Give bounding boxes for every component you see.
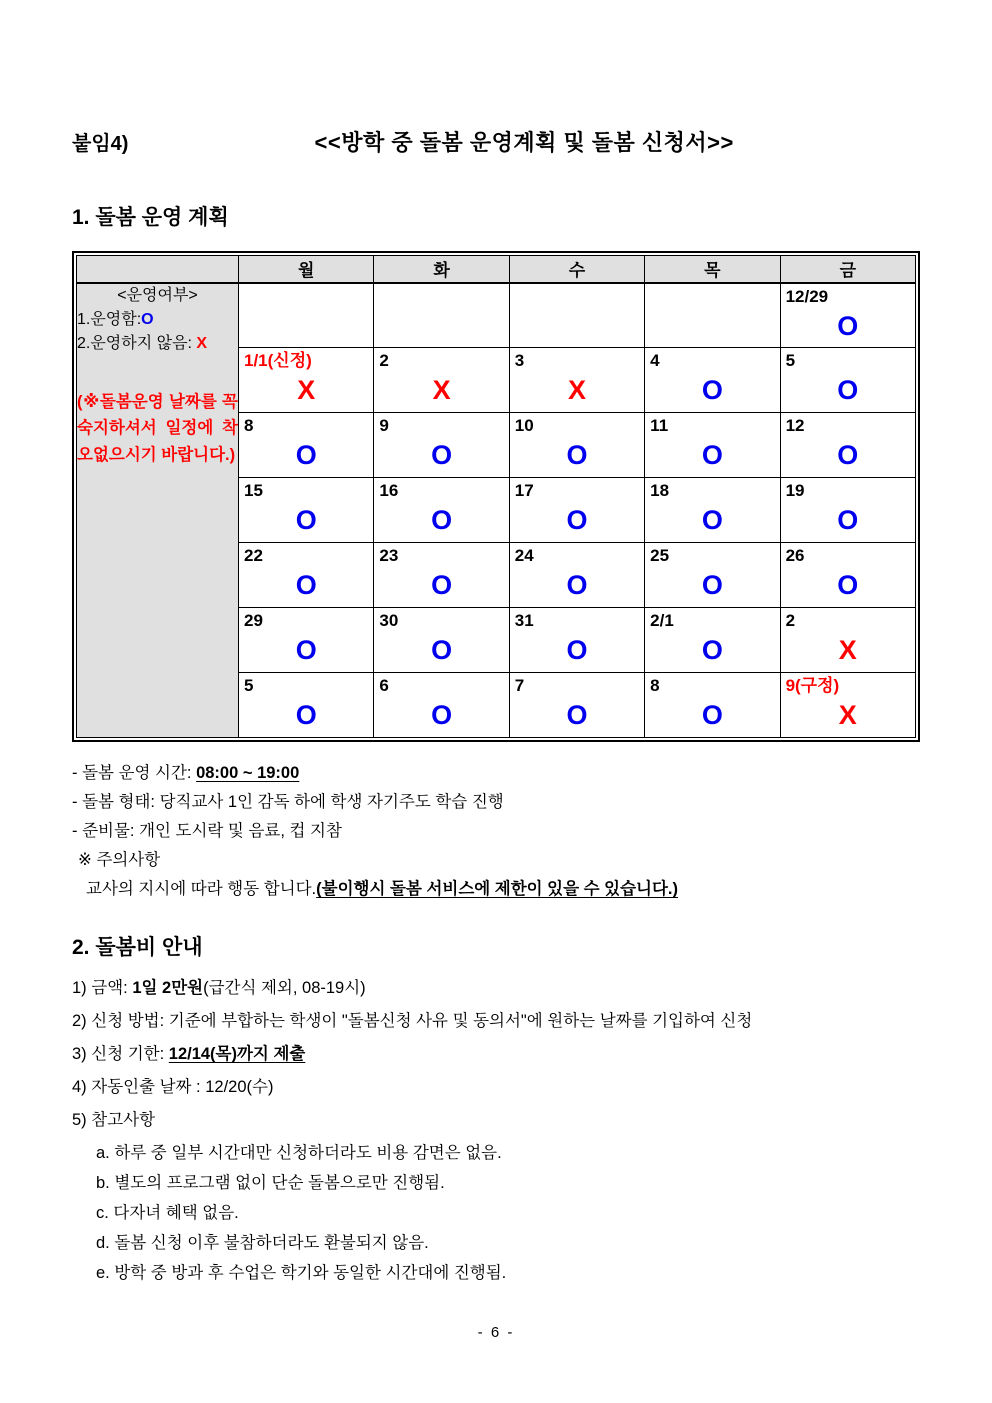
no-operate-mark: X: [567, 375, 586, 405]
calendar-date: [645, 284, 779, 308]
day-header-wed: 수: [509, 256, 644, 283]
operate-mark: O: [566, 570, 588, 600]
calendar-day-cell: [374, 478, 509, 543]
no-operate-mark: X: [838, 700, 857, 730]
legend-no-operate-label: 2.운영하지 않음:: [77, 335, 197, 353]
day-header-mon: 월: [239, 256, 374, 283]
remark-a: a. 하루 중 일부 시간대만 신청하더라도 비용 감면은 없음.: [96, 1144, 502, 1162]
document-title: <<방학 중 돌봄 운영계획 및 돌봄 신청서>>: [314, 130, 734, 155]
care-calendar: [72, 251, 920, 742]
calendar-date: 31: [514, 611, 534, 630]
operate-mark: O: [701, 635, 723, 665]
calendar-day-cell: [780, 348, 915, 413]
operate-mark: O: [431, 505, 453, 535]
day-header-fri: 금: [780, 256, 915, 283]
operate-mark: O: [837, 310, 859, 341]
calendar-date: 26: [785, 546, 805, 565]
legend-operate-label: 1.운영함:: [77, 310, 142, 328]
fee-info-list: [72, 972, 920, 1137]
calendar-day-cell: [780, 608, 915, 673]
calendar-date: 8: [650, 676, 660, 695]
calendar-date: [374, 284, 508, 308]
calendar-date: 5: [785, 351, 796, 370]
calendar-day-cell: [239, 673, 374, 738]
calendar-date: 12: [785, 416, 805, 435]
calendar-day-cell: [645, 413, 780, 478]
empty-mark: [374, 308, 508, 346]
calendar-corner-cell: [77, 256, 239, 283]
operate-mark: O: [295, 505, 317, 535]
operate-mark: O: [837, 570, 859, 600]
day-header-tue: 화: [374, 256, 509, 283]
remark-e: e. 방학 중 방과 후 수업은 학기와 동일한 시간대에 진행됨.: [96, 1264, 507, 1282]
calendar-date: 22: [244, 546, 263, 565]
note-hours-label: - 돌봄 운영 시간:: [72, 764, 197, 782]
calendar-day-cell: [645, 543, 780, 608]
calendar-day-cell: [780, 543, 915, 608]
fee-item-deadline: [72, 1038, 920, 1071]
fee-item-method: 2) 신청 방법: 기준에 부합하는 학생이 "돌봄신청 사유 및 동의서"에 원하는 날짜를 기입하여 신청: [72, 1012, 753, 1030]
fee-item-withdrawal: 4) 자동인출 날짜 : 12/20(수): [72, 1078, 274, 1096]
calendar-day-cell: [780, 283, 915, 348]
empty-mark: [645, 308, 779, 346]
operate-mark: O: [566, 635, 588, 665]
note-hours-value: 08:00 ~ 19:00: [196, 764, 300, 782]
calendar-day-cell: [645, 673, 780, 738]
calendar-date: 19: [785, 481, 805, 500]
calendar-date: 17: [514, 481, 534, 500]
calendar-week-row: [77, 283, 916, 348]
calendar-day-cell: [780, 478, 915, 543]
operation-notes: [72, 759, 920, 904]
calendar-date: 8: [244, 416, 254, 435]
note-hours: [72, 759, 920, 788]
note-type: - 돌봄 형태: 당직교사 1인 감독 하에 학생 자기주도 학습 진행: [72, 793, 504, 811]
operate-mark: O: [701, 700, 723, 730]
note-supplies: - 준비물: 개인 도시락 및 음료, 컵 지참: [72, 822, 342, 840]
note-caution: [72, 875, 920, 904]
calendar-day-cell: [645, 283, 780, 348]
operate-mark: O: [431, 440, 453, 470]
operate-mark: O: [566, 505, 588, 535]
section1-heading: 1. 돌봄 운영 계획: [72, 206, 229, 229]
no-operate-mark: X: [432, 375, 451, 405]
calendar-date: 7: [514, 676, 525, 695]
note-caution-label: ※ 주의사항: [78, 851, 161, 869]
calendar-date: 4: [650, 351, 660, 370]
calendar-date: 9(구정): [785, 676, 840, 695]
legend-operate-line: [77, 308, 238, 333]
empty-mark: [239, 308, 373, 346]
calendar-day-cell: [374, 348, 509, 413]
note-caution-bold: (불이행시 돌봄 서비스에 제한이 있을 수 있습니다.): [316, 880, 678, 898]
operate-mark: O: [701, 505, 723, 535]
remark-d: d. 돌봄 신청 이후 불참하더라도 환불되지 않음.: [96, 1234, 429, 1252]
calendar-date: 16: [379, 481, 399, 500]
calendar-date: 25: [650, 546, 670, 565]
calendar-day-cell: [239, 608, 374, 673]
calendar-day-cell: [374, 283, 509, 348]
fee-amount-suffix: (급간식 제외, 08-19시): [203, 979, 366, 997]
calendar-day-cell: [509, 543, 644, 608]
no-operate-mark: X: [297, 375, 316, 405]
attachment-label: 붙임4): [72, 133, 129, 155]
fee-amount-prefix: 1) 금액:: [72, 979, 133, 997]
no-operate-mark: X: [838, 635, 857, 665]
care-calendar-table: [76, 255, 916, 738]
calendar-day-cell: [509, 478, 644, 543]
calendar-day-cell: [374, 673, 509, 738]
document-header: [72, 0, 920, 157]
empty-mark: [510, 308, 644, 346]
calendar-date: [510, 284, 644, 308]
calendar-date: 29: [244, 611, 263, 630]
calendar-date: 18: [650, 481, 670, 500]
legend-no-operate-line: [77, 332, 238, 357]
operate-mark: O: [431, 570, 453, 600]
calendar-date: 5: [244, 676, 254, 695]
calendar-day-cell: [239, 283, 374, 348]
calendar-date: 3: [514, 351, 525, 370]
day-header-thu: 목: [645, 256, 780, 283]
operate-mark: O: [837, 440, 859, 470]
calendar-date: 9: [379, 416, 389, 435]
calendar-day-cell: [374, 608, 509, 673]
operate-mark: O: [431, 700, 453, 730]
operate-mark: O: [566, 700, 588, 730]
calendar-day-cell: [239, 413, 374, 478]
calendar-day-cell: [374, 543, 509, 608]
calendar-date: 12/29: [785, 286, 829, 306]
calendar-day-cell: [239, 543, 374, 608]
legend-title: <운영여부>: [117, 286, 198, 304]
calendar-day-cell: [509, 673, 644, 738]
calendar-date: [239, 284, 373, 308]
legend-note: (※돌봄운영 날짜를 꼭 숙지하셔서 일정에 착오없으시기 바랍니다.): [77, 393, 238, 464]
operate-mark: O: [701, 375, 723, 405]
legend-operate-mark: O: [141, 310, 154, 328]
calendar-date: 2/1: [650, 611, 674, 630]
remarks-list: [96, 1138, 920, 1288]
calendar-date: 24: [514, 546, 534, 565]
calendar-date: 2: [379, 351, 389, 370]
fee-item-amount: [72, 972, 920, 1005]
calendar-day-cell: [509, 348, 644, 413]
remark-b: b. 별도의 프로그램 없이 단순 돌봄으로만 진행됨.: [96, 1174, 445, 1192]
legend-no-operate-mark: X: [196, 335, 208, 353]
operate-mark: O: [295, 440, 317, 470]
calendar-day-cell: [509, 283, 644, 348]
calendar-day-cell: [509, 608, 644, 673]
operate-mark: O: [701, 570, 723, 600]
calendar-day-cell: [645, 608, 780, 673]
calendar-header-row: [77, 256, 916, 283]
operation-legend-cell: [77, 283, 239, 738]
calendar-day-cell: [780, 413, 915, 478]
calendar-day-cell: [374, 413, 509, 478]
calendar-date: 11: [650, 416, 669, 435]
operate-mark: O: [701, 440, 723, 470]
operate-mark: O: [837, 505, 859, 535]
operate-mark: O: [837, 375, 859, 405]
fee-item-remarks: 5) 참고사항: [72, 1111, 156, 1129]
section2-heading: 2. 돌봄비 안내: [72, 936, 203, 959]
calendar-day-cell: [239, 348, 374, 413]
operate-mark: O: [431, 635, 453, 665]
calendar-date: 1/1(신정): [244, 351, 312, 370]
calendar-date: 30: [379, 611, 399, 630]
calendar-day-cell: [645, 478, 780, 543]
calendar-date: 2: [785, 611, 796, 630]
note-caution-text: 교사의 지시에 따라 행동 합니다.: [86, 880, 317, 898]
calendar-date: 6: [379, 676, 389, 695]
calendar-day-cell: [645, 348, 780, 413]
operate-mark: O: [295, 700, 317, 730]
calendar-day-cell: [780, 673, 915, 738]
calendar-day-cell: [239, 478, 374, 543]
page-number: - 6 -: [477, 1324, 515, 1341]
fee-amount-value: 1일 2만원: [132, 979, 204, 997]
calendar-date: 15: [244, 481, 263, 500]
operate-mark: O: [295, 635, 317, 665]
calendar-date: 23: [379, 546, 399, 565]
calendar-day-cell: [509, 413, 644, 478]
fee-deadline-prefix: 3) 신청 기한:: [72, 1045, 169, 1063]
fee-deadline-value: 12/14(목)까지 제출: [168, 1045, 306, 1063]
operate-mark: O: [295, 570, 317, 600]
operate-mark: O: [566, 440, 588, 470]
remark-c: c. 다자녀 혜택 없음.: [96, 1204, 239, 1222]
calendar-date: 10: [514, 416, 534, 435]
